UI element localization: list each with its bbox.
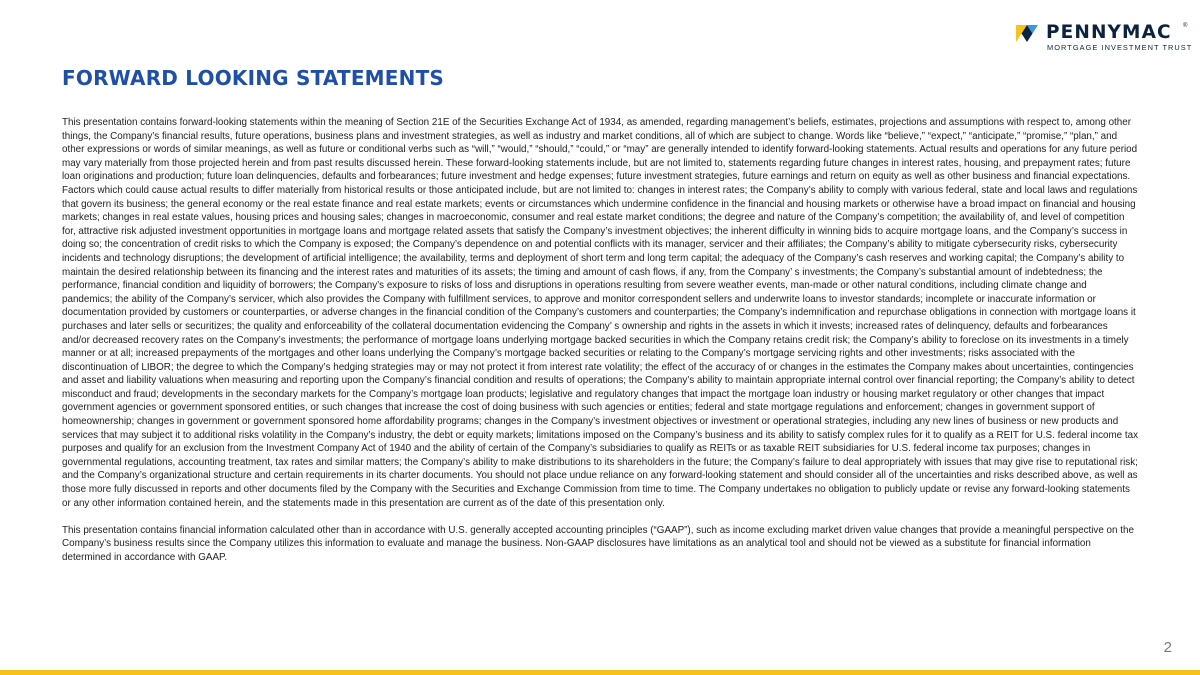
forward-looking-paragraph: This presentation contains forward-looking statements within the meaning of Section 21E of the Securities Exchange Act of 1934, as amended, regarding management’s beliefs, estimates, projections and assumptions with respect to, among other things, the Company’s financial results, future operations, business plans and investment strategies, as well as industry and market conditions, all of which are subject to change. Words like “believe,” “expect,” “anticipate,” “promise,” “plan,” and other expressions or words of similar meanings, as well as future or conditional verbs such as “will,” “would,” “should,” “could,” or “may” are generally intended to identify forward-looking statements. Actual results and operations for any future period may vary materially from those projected herein and from past results discussed herein. These forward-looking statements include, but are not limited to, statements regarding future changes in interest rates, housing, and prepayment rates; future loan originations and production; future loan delinquencies, defaults and forbearances; future investment and hedge expenses; future investment strategies, future earnings and return on equity as well as other business and financial expectations. Factors which could cause actual results to differ materially from historical results or those anticipated include, but are not limited to: changes in interest rates; the Company’s ability to comply with various federal, state and local laws and regulations that govern its business; the general economy or the real estate finance and real estate markets; events or circumstances which undermine confidence in the financial and housing markets or otherwise have a broad impact on financial and housing markets; changes in real estate values, housing prices and housing sales; changes in macroeconomic, consumer and real estate market conditions; the degree and nature of the Company’s competition; the availability of, and level of competition for, attractive risk adjusted investment opportunities in mortgage loans and mortgage related assets that satisfy the Company’s investment objectives; the inherent difficulty in winning bids to acquire mortgage loans, and the Company’s success in doing so; the concentration of credit risks to which the Company is exposed; the Company’s dependence on and potential conflicts with its manager, servicer and their affiliates; the Company’s ability to mitigate cybersecurity risks, cybersecurity incidents and technology disruptions; the development of artificial intelligence; the availability, terms and deployment of short term and long term capital; the adequacy of the Company’s cash reserves and working capital; the Company’s ability to maintain the desired relationship between its financing and the interest rates and maturities of its assets; the timing and amount of cash flows, if any, from the Company’ s investments; the Company’s substantial amount of indebtedness; the performance, financial condition and liquidity of borrowers; the Company’s exposure to risks of loss and disruptions in operations resulting from severe weather events, man-made or other natural conditions, including climate change and pandemics; the ability of the Company’s servicer, which also provides the Company with fulfillment services, to approve and monitor correspondent sellers and underwrite loans to investor standards; incomplete or inaccurate information or documentation provided by customers or counterparties, or adverse changes in the financial condition of the Company’s customers and counterparties; the Company’s indemnification and repurchase obligations in connection with mortgage loans it purchases and later sells or securitizes; the quality and enforceability of the collateral documentation evidencing the Company’ s ownership and rights in the assets in which it invests; increased rates of delinquency, defaults and forbearances and/or decreased recovery rates on the Company’s investments; the performance of mortgage loans underlying mortgage backed securities in which the Company retains credit risk; the Company’s ability to foreclose on its investments in a timely manner or at all; increased prepayments of the mortgages and other loans underlying the Company’s mortgage backed securities or relating to the Company’s mortgage servicing rights and other investments; risks associated with the discontinuation of LIBOR; the degree to which the Company’s hedging strategies may or may not protect it from interest rate volatility; the effect of the accuracy of or changes in the estimates the Company makes about uncertainties, contingencies and asset and liability valuations when measuring and reporting upon the Company’s financial condition and results of operations; the Company’s ability to maintain appropriate internal control over financial reporting; the Company’s ability to detect misconduct and fraud; developments in the secondary markets for the Company’s mortgage loan products; legislative and regulatory changes that impact the mortgage loan industry or housing market regulatory or other changes that impact government agencies or government sponsored entities, or such changes that increase the cost of doing business with such agencies or entities; federal and state mortgage regulations and enforcement; changes in government support of homeownership; changes in government or government sponsored home affordability programs; changes in the Company’s investment objectives or investment or operational strategies, including any new lines of business or new products and services that may subject it to additional risks volatility in the Company’s industry, the debt or equity markets; limitations imposed on the Company’s business and its ability to satisfy complex rules for it to qualify as a REIT for U.S. federal income tax purposes and qualify for an exclusion from the Investment Company Act of 1940 and the ability of certain of the Company’s subsidiaries to qualify as REITs or as taxable REIT subsidiaries for U.S. federal income tax purposes; changes in governmental regulations, accounting treatment, tax rates and similar matters; the Company’s ability to make distributions to its shareholders in the future; the Company’s failure to deal appropriately with issues that may give rise to reputational risk; and the Company’s organizational structure and certain requirements in its charter documents. You should not place undue reliance on any forward-looking statement and should consider all of the uncertainties and risks described above, as well as those more fully discussed in reports and other documents filed by the Company with the Securities and Exchange Commission from time to time. The Company undertakes no obligation to publicly update or revise any forward-looking statements or any other information contained herein, and the statements made in this presentation are current as of the date of this presentation only. (62, 117, 1139, 509)
bottom-accent-bar (0, 670, 1200, 675)
page-number: 2 (1163, 639, 1172, 656)
logo-registered-mark: ® (1183, 23, 1188, 29)
company-logo (1016, 22, 1193, 54)
page-title: FORWARD LOOKING STATEMENTS (62, 66, 445, 90)
non-gaap-paragraph: This presentation contains financial information calculated other than in accordance with U.S. generally accepted accounting principles (“GAAP”), such as income excluding market driven value changes that provide a meaningful perspective on the Company’s business results since the Company utilizes this information to evaluate and manage the business. Non-GAAP disclosures have limitations as an analytical tool and should not be viewed as a substitute for financial information determined in accordance with GAAP. (62, 524, 1134, 563)
logo-wordmark: PENNYMAC (1046, 22, 1172, 43)
logo-subtitle: MORTGAGE INVESTMENT TRUST (1047, 43, 1193, 52)
disclaimer-body (62, 116, 1138, 565)
pennymac-mark-icon (1016, 25, 1038, 42)
